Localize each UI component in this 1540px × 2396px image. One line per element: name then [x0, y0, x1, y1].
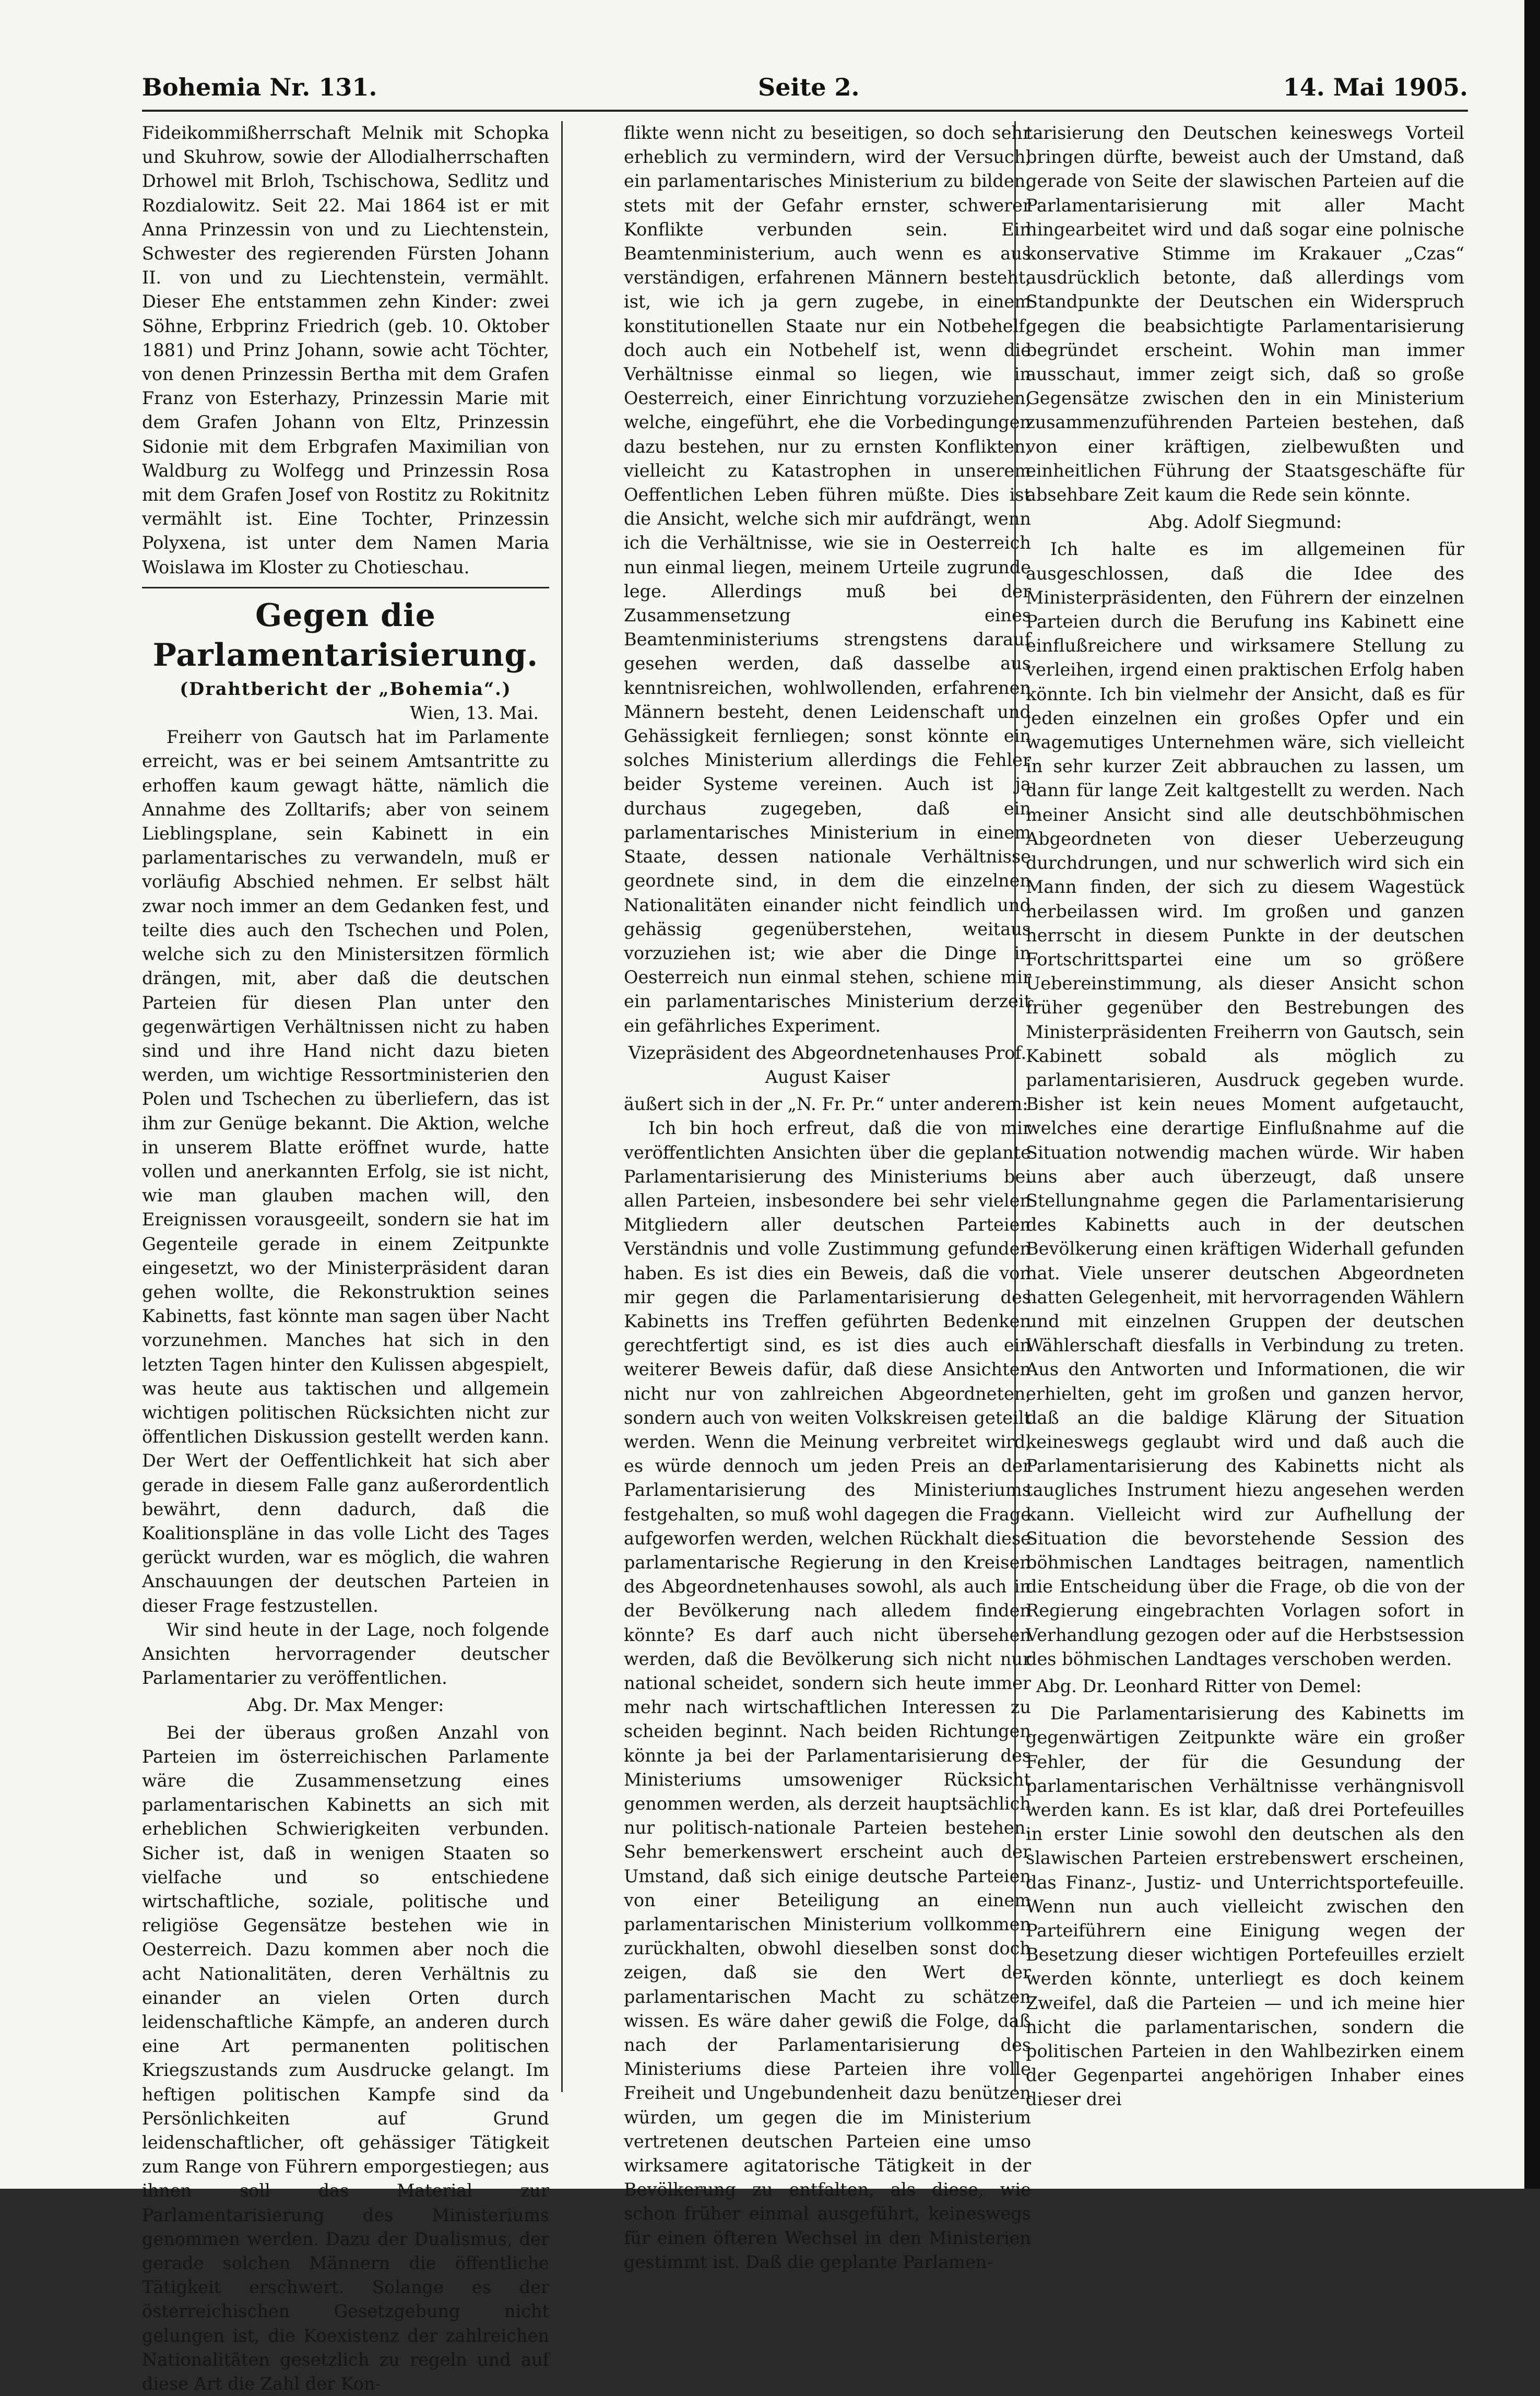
speaker-heading: Abg. Adolf Siegmund: [1148, 512, 1342, 533]
header-rule [142, 110, 1468, 112]
dateline: Wien, 13. Mai. [410, 703, 539, 724]
article-paragraph: Die Parlamentarisierung des Kabinetts im gegenwärtigen Zeitpunkte wäre ein großer Fehler, der für die Gesundung der parlamentarischen Verhältnisse verhängnisvoll werden kann. Es ist klar, daß drei Portefeuilles in erster Linie sowohl den deutschen als den slawischen Parteien erstrebenswert erscheinen, das Finanz-, Justiz- und Unterrichtsportefeuille. Wenn nun auch vielleicht zwischen den Parteiführern eine Einigung wegen der Besetzung dieser wichtigen Portefeuilles erzielt werden könnte, unterliegt es doch keinem Zweifel, daß die Parteien — und ich meine hier nicht die parlamentarischen, sondern die politischen Parteien in den Wahlbezirken einem der Gegenpartei angehörigen Inhaber eines dieser drei [1026, 1703, 1464, 2110]
article-paragraph: äußert sich in der „N. Fr. Pr.“ unter anderem: [624, 1094, 1028, 1115]
page-header [142, 73, 1468, 110]
issue-date: 14. Mai 1905. [1283, 73, 1468, 101]
article-paragraph: Bei der überaus großen Anzahl von Parteien im österreichischen Parlamente wäre die Zusammensetzung eines parlamentarischen Kabinetts an sich mit erheblichen Schwierigkeiten verbunden. Sicher ist, daß in wenigen Staaten so vielfache und so entschiedene wirtschaftliche, soziale, politische und religiöse Gegensätze bestehen wie in Oesterreich. Dazu kommen aber noch die acht Nationalitäten, deren Verhältnis zu einander an vielen Orten durch leidenschaftliche Kämpfe, an anderen durch eine Art permanenten politischen Kriegszustands zum Ausdrucke gelangt. Im heftigen politischen Kampfe sind da Persönlichkeiten auf Grund leidenschaftlicher, oft gehässiger Tätigkeit zum Range von Führern emporgestiegen; aus ihnen soll das Material zur Parlamentarisierung des Ministeriums genommen werden. Dazu der Dualismus, der gerade solchen Männern die öffentliche Tätigkeit erschwert. Solange es der österreichischen Gesetzgebung nicht gelungen ist, die Koexistenz der zahlreichen Nationalitäten gesetzlich zu regeln und auf diese Art die Zahl der Kon- [142, 1722, 549, 2394]
section-rule [142, 587, 549, 588]
column-2 [624, 121, 1031, 2272]
column-3 [1026, 121, 1465, 2110]
article-paragraph: flikte wenn nicht zu beseitigen, so doch sehr erheblich zu vermindern, wird der Versuch, ein parlamentarisches Ministerium zu bilden, stets mit der Gefahr ernster, schwerer Konflikte verbunden sein. Ein Beamtenministerium, auch wenn es aus verständigen, erfahrenen Männern besteht, ist, wie ich ja gern zugebe, in einem konstitutionellen Staate nur ein Notbehelf; doch auch ein Notbehelf ist, wenn die Verhältnisse einmal so liegen, wie in Oesterreich, einer Einrichtung vorzuziehen, welche, eingeführt, ehe die Vorbedingungen dazu bestehen, nur zu ernsten Konflikten, vielleicht zu Katastrophen in unserem Oeffentlichen Leben führen müßte. Dies ist die Ansicht, welche sich mir aufdrängt, wenn ich die Verhältnisse, wie sie in Oesterreich nun einmal liegen, meinem Urteile zugrunde lege. Allerdings muß bei der Zusammensetzung eines Beamtenministeriums strengstens darauf gesehen werden, daß dasselbe aus kenntnisreichen, wohlwollenden, erfahrenen Männern besteht, denen Leidenschaft und Gehässigkeit fernliegen; sonst könnte ein solches Ministerium allerdings die Fehler beider Systeme vereinen. Auch ist ja durchaus zugegeben, daß ein parlamentarisches Ministerium in einem Staate, dessen nationale Verhältnisse geordnete sind, in dem die einzelnen Nationalitäten einander nicht feindlich und gehässig gegenüberstehen, weitaus vorzuziehen ist; wie aber die Dinge in Oesterreich nun einmal stehen, schiene mir ein parlamentarisches Ministerium derzeit ein gefährliches Experiment. [624, 123, 1031, 1036]
article-paragraph: Ich bin hoch erfreut, daß die von mir veröffentlichten Ansichten über die geplante Parlamentarisierung des Ministeriums bei allen Parteien, insbesondere bei sehr vielen Mitgliedern aller deutschen Parteien Verständnis und volle Zustimmung gefunden haben. Es ist dies ein Beweis, daß die von mir gegen die Parlamentarisierung des Kabinetts ins Treffen geführten Bedenken gerechtfertigt sind, es ist dies auch ein weiterer Beweis dafür, daß diese Ansichten nicht nur von zahlreichen Abgeordneten, sondern auch von weiten Volkskreisen geteilt werden. Wenn die Meinung verbreitet wird, es würde dennoch um jeden Preis an der Parlamentarisierung des Ministeriums festgehalten, so muß wohl dagegen die Frage aufgeworfen werden, welchen Rückhalt diese parlamentarische Regierung in den Kreisen des Abgeordnetenhauses sowohl, als auch in der Bevölkerung nach alledem finden könnte? Es darf auch nicht übersehen werden, daß die Bevölkerung sich nicht nur national scheidet, sondern sich heute immer mehr nach wirtschaftlichen Interessen zu scheiden beginnt. Nach beiden Richtungen könnte ja bei der Parlamentarisierung des Ministeriums umsoweniger Rücksicht genommen werden, als derzeit hauptsächlich nur politisch-nationale Parteien bestehen. Sehr bemerkenswert erscheint auch der Umstand, daß sich einige deutsche Parteien von einer Beteiligung an einem parlamentarischen Ministerium vollkommen zurückhalten, obwohl dieselben sonst doch zeigen, daß sie den Wert der parlamentarischen Macht zu schätzen wissen. Es wäre daher gewiß die Folge, daß nach der Parlamentarisierung des Ministeriums diese Parteien ihre volle Freiheit und Ungebundenheit dazu benützen würden, um gegen die im Ministerium vertretenen deutschen Parteien eine umso wirksamere agitatorische Tätigkeit in der Bevölkerung zu entfalten, als diese, wie schon früher einmal ausgeführt, keineswegs für einen öfteren Wechsel in den Ministerien gestimmt ist. Daß die geplante Parlamen- [624, 1118, 1031, 2272]
article-paragraph: Wir sind heute in der Lage, noch folgende Ansichten hervorragender deutscher Parlamentarier zu veröffentlichen. [142, 1619, 549, 1689]
article-paragraph: Freiherr von Gautsch hat im Parlamente erreicht, was er bei seinem Amtsantritte zu erhoffen kaum gewagt hätte, nämlich die Annahme des Zolltarifs; aber von seinem Lieblingsplane, sein Kabinett in ein parlamentarisches zu verwandeln, muß er vorläufig Abschied nehmen. Er selbst hält zwar noch immer an dem Gedanken fest, und teilte dies auch den Tschechen und Polen, welche sich zu den Ministersitzen förmlich drängen, mit, aber daß die deutschen Parteien für diesen Plan unter den gegenwärtigen Verhältnissen nicht zu haben sind und ihre Hand nicht dazu bieten werden, um wichtige Ressortministerien den Polen und Tschechen zu überliefern, das ist ihm zur Genüge bekannt. Die Aktion, welche in unserem Blatte eröffnet wurde, hatte vollen und anerkannten Erfolg, sie ist nicht, wie man glauben machen will, den Ereignissen vorausgeeilt, sondern sie hat im Gegenteile gerade in einem Zeitpunkte eingesetzt, wo der Ministerpräsident daran gehen wollte, die Rekonstruktion seines Kabinetts, fast könnte man sagen über Nacht vorzunehmen. Manches hat sich in den letzten Tagen hinter den Kulissen abgespielt, was heute aus taktischen und allgemein wichtigen politischen Rücksichten nicht zur öffentlichen Diskussion gestellt werden kann. Der Wert der Oeffentlichkeit hat sich aber gerade in diesem Falle ganz außerordentlich bewährt, denn dadurch, daß die Koalitionspläne in das volle Licht des Tages gerückt wurden, war es möglich, die wahren Anschauungen der deutschen Parteien in dieser Frage festzustellen. [142, 727, 549, 1616]
masthead-issue: Bohemia Nr. 131. [142, 73, 377, 101]
biography-paragraph: Fideikommißherrschaft Melnik mit Schopka und Skuhrow, sowie der Allodialherrschaften Drhowel mit Brloh, Tschischowa, Sedlitz und Rozdialowitz. Seit 22. Mai 1864 ist er mit Anna Prinzessin von und zu Liechtenstein, Schwester des regierenden Fürsten Johann II. von und zu Liechtenstein, vermählt. Dieser Ehe entstammen zehn Kinder: zwei Söhne, Erbprinz Friedrich (geb. 10. Oktober 1881) und Prinz Johann, sowie acht Töchter, von denen Prinzessin Bertha mit dem Grafen Franz von Esterhazy, Prinzessin Marie mit dem Grafen Johann von Eltz, Prinzessin Sidonie mit dem Erbgrafen Maximilian von Waldburg zu Wolfegg und Prinzessin Rosa mit dem Grafen Josef von Rostitz zu Rokitnitz vermählt ist. Eine Tochter, Prinzessin Polyxena, ist unter dem Namen Maria Woislawa im Kloster zu Chotieschau. [142, 123, 549, 577]
speaker-heading: Abg. Dr. Leonhard Ritter von Demel: [1036, 1676, 1362, 1696]
article-title: Gegen die Parlamentarisierung. [152, 597, 539, 674]
scan-border [1524, 0, 1540, 2189]
article-paragraph: tarisierung den Deutschen keineswegs Vorteil bringen dürfte, beweist auch der Umstand, daß gerade von Seite der slawischen Parteien auf die Parlamentarisierung mit aller Macht hingearbeitet wird und daß sogar eine polnische konservative Stimme im Krakauer „Czas“ ausdrücklich betonte, daß allerdings vom Standpunkte der Deutschen ein Widerspruch gegen die beabsichtigte Parlamentarisierung begründet erscheint. Wohin man immer ausschaut, immer zeigt sich, daß so große Gegensätze zwischen den in ein Ministerium zusammenzuführenden Parteien bestehen, daß von einer kräftigen, zielbewußten und einheitlichen Führung der Staatsgeschäfte für absehbare Zeit kaum die Rede sein könnte. [1026, 123, 1464, 505]
column-rule-1 [561, 121, 563, 2092]
column-1 [142, 121, 549, 2394]
article-subtitle: (Drahtbericht der „Bohemia“.) [180, 678, 512, 699]
article-paragraph: Ich halte es im allgemeinen für ausgeschlossen, daß die Idee des Ministerpräsidenten, den Führern der einzelnen Parteien durch die Berufung ins Kabinett eine einflußreichere und wirksamere Stellung zu verleihen, irgend einen praktischen Erfolg haben könnte. Ich bin vielmehr der Ansicht, daß es für jeden einzelnen ein großes Opfer und ein wagemutiges Unternehmen wäre, sich vielleicht in sehr kurzer Zeit abbrauchen zu lassen, um dann für lange Zeit kaltgestellt zu werden. Nach meiner Ansicht sind alle deutschböhmischen Abgeordneten von dieser Ueberzeugung durchdrungen, und nur schwerlich wird sich ein Mann finden, der sich zu diesem Wagestück herbeilassen wird. Im großen und ganzen herrscht in diesem Punkte in der deutschen Fortschrittspartei eine um so größere Uebereinstimmung, als dieser Ansicht schon früher gegenüber den Bestrebungen des Ministerpräsidenten Freiherrn von Gautsch, sein Kabinett sobald als möglich zu parlamentarisieren, Ausdruck gegeben wurde. Bisher ist kein neues Moment aufgetaucht, welches eine derartige Einflußnahme auf die Situation notwendig machen würde. Wir haben uns aber auch überzeugt, daß unsere Stellungnahme gegen die Parlamentarisierung des Kabinetts auch in der deutschen Bevölkerung einen kräftigen Widerhall gefunden hat. Viele unserer deutschen Abgeordneten hatten Gelegenheit, mit hervorragenden Wählern und mit einzelnen Gruppen der deutschen Wählerschaft diesfalls in Verbindung zu treten. Aus den Antworten und Informationen, die wir erhielten, geht im großen und ganzen hervor, daß an die baldige Klärung der Situation keineswegs geglaubt wird und daß auch die Parlamentarisierung des Kabinetts nicht als taugliches Instrument hiezu angesehen werden kann. Vielleicht wird zur Aufhellung der Situation die bevorstehende Session des böhmischen Landtages beitragen, namentlich die Entscheidung über die Frage, ob die von der Regierung eingebrachten Vorlagen sofort in Verhandlung gezogen oder auf die Herbstsession des böhmischen Landtages verschoben werden. [1026, 539, 1465, 1669]
page-number: Seite 2. [758, 73, 860, 101]
speaker-heading: Vizepräsident des Abgeordnetenhauses Prof. August Kaiser [628, 1042, 1027, 1087]
speaker-heading: Abg. Dr. Max Menger: [247, 1695, 444, 1716]
